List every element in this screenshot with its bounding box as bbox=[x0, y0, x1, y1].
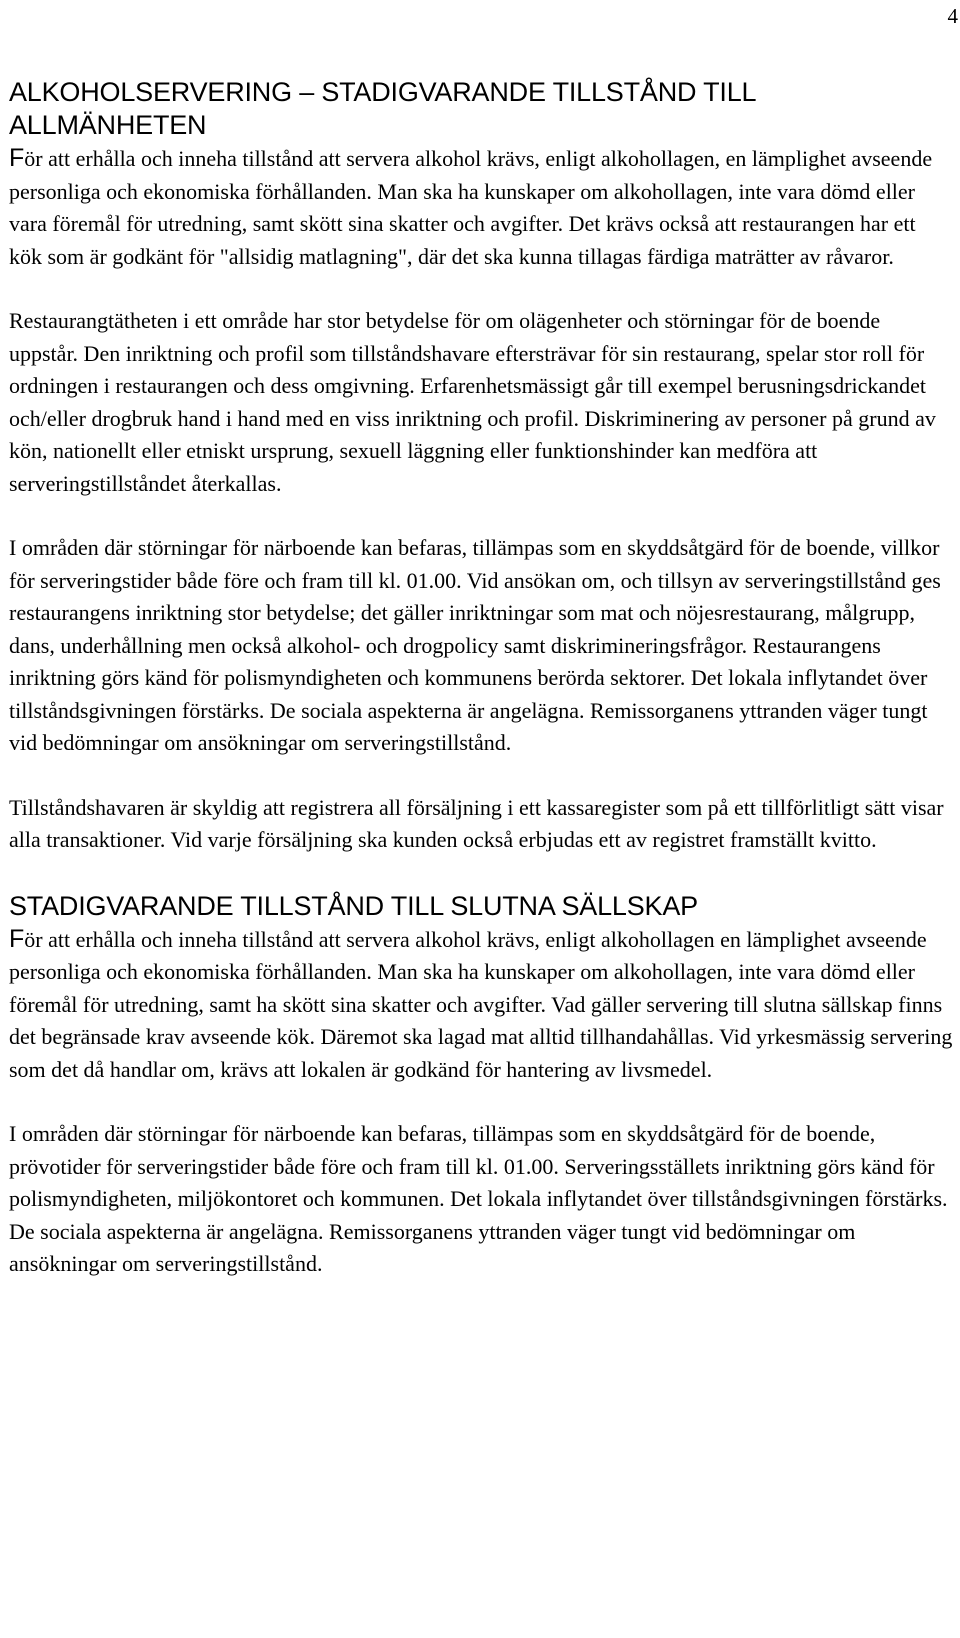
paragraph-restaurant-density: Restaurangtätheten i ett område har stor betydelse för om olägenheter och störningar för de boende uppstår. Den inriktning och profil som tillståndshavare eftersträvar för sin restaurang, spelar stor roll för ordningen i restaurangen och dess omgivning. Erfarenhetsmässigt går till exempel berusningsdrickandet och/eller drogbruk hand i hand med en viss inriktning och profil. Diskriminering av personer på grund av kön, nationellt eller etniskt ursprung, sexuell läggning eller funktionshinder kan medföra att serveringstillståndet återkallas. bbox=[9, 308, 936, 496]
section-private-party-license bbox=[9, 890, 954, 1281]
paragraph-cash-register: Tillståndshavaren är skyldig att registrera all försäljning i ett kassaregister som på ett tillförlitligt sätt visar alla transaktioner. Vid varje försäljning ska kunden också erbjudas ett av registret framställt kvitto. bbox=[9, 794, 944, 852]
section-gap bbox=[9, 857, 954, 890]
paragraph-gap bbox=[9, 1086, 954, 1118]
section-heading-private-party-license: STADIGVARANDE TILLSTÅND TILL SLUTNA SÄLLSKAP bbox=[9, 890, 698, 921]
paragraph-requirements-private bbox=[9, 923, 954, 1087]
paragraph-initial-letter: F bbox=[9, 924, 25, 953]
page-number: 4 bbox=[947, 4, 958, 28]
section-heading-general-license: ALKOHOLSERVERING – STADIGVARANDE TILLSTÅND TILL ALLMÄNHETEN bbox=[9, 77, 756, 140]
paragraph-gap bbox=[9, 273, 954, 305]
document-body bbox=[9, 76, 954, 1281]
paragraph-requirements-general bbox=[9, 142, 954, 273]
paragraph-disturbance-conditions: I områden där störningar för närboende kan befaras, tillämpas som en skyddsåtgärd för de boende, villkor för serveringstider både före och fram till kl. 01.00. Vid ansökan om, och tillsyn av serveringstillstånd ges restaurangens inriktning stor betydelse; det gäller inriktningar som mat och nöjesrestaurang, målgrupp, dans, underhållning men också alkohol- och drogpolicy samt diskrimineringsfrågor. Restaurangens inriktning görs känd för polismyndigheten och kommunens berörda sektorer. Det lokala inflytandet över tillståndsgivningen förstärks. De sociala aspekterna är angelägna. Remissorganens yttranden väger tungt vid bedömningar om ansökningar om serveringstillstånd. bbox=[9, 535, 941, 755]
section-general-license bbox=[9, 76, 954, 857]
paragraph-gap bbox=[9, 500, 954, 532]
paragraph-text: ör att erhålla och inneha tillstånd att servera alkohol krävs, enligt alkohollagen, en lämplighet avseende personliga och ekonomiska förhållanden. Man ska ha kunskaper om alkohollagen, inte vara dömd eller vara föremål för utredning, samt skött sina skatter och avgifter. Det krävs också att restaurangen har ett kök som är godkänt för "allsidig matlagning", där det ska kunna tillagas färdiga maträtter av råvaror. bbox=[9, 146, 933, 269]
paragraph-text: ör att erhålla och inneha tillstånd att servera alkohol krävs, enligt alkohollagen en lämplighet avseende personliga och ekonomiska förhållanden. Man ska ha kunskaper om alkohollagen, inte vara dömd eller föremål för utredning, samt ha skött sina skatter och avgifter. Vad gäller servering till slutna sällskap finns det begränsade krav avseende kök. Däremot ska lagad mat alltid tillhandahållas. Vid yrkesmässig servering som det då handlar om, krävs att lokalen är godkänd för hantering av livsmedel. bbox=[9, 926, 953, 1082]
paragraph-gap bbox=[9, 760, 954, 792]
paragraph-trial-periods: I områden där störningar för närboende kan befaras, tillämpas som en skyddsåtgärd för de boende, prövotider för serveringstider både före och fram till kl. 01.00. Serveringsställets inriktning görs känd för polismyndigheten, miljökontoret och kommunen. Det lokala inflytandet över tillståndsgivningen förstärks. De sociala aspekterna är angelägna. Remissorganens yttranden väger tungt vid bedömningar om ansökningar om serveringstillstånd. bbox=[9, 1121, 948, 1276]
paragraph-initial-letter: F bbox=[9, 144, 25, 172]
